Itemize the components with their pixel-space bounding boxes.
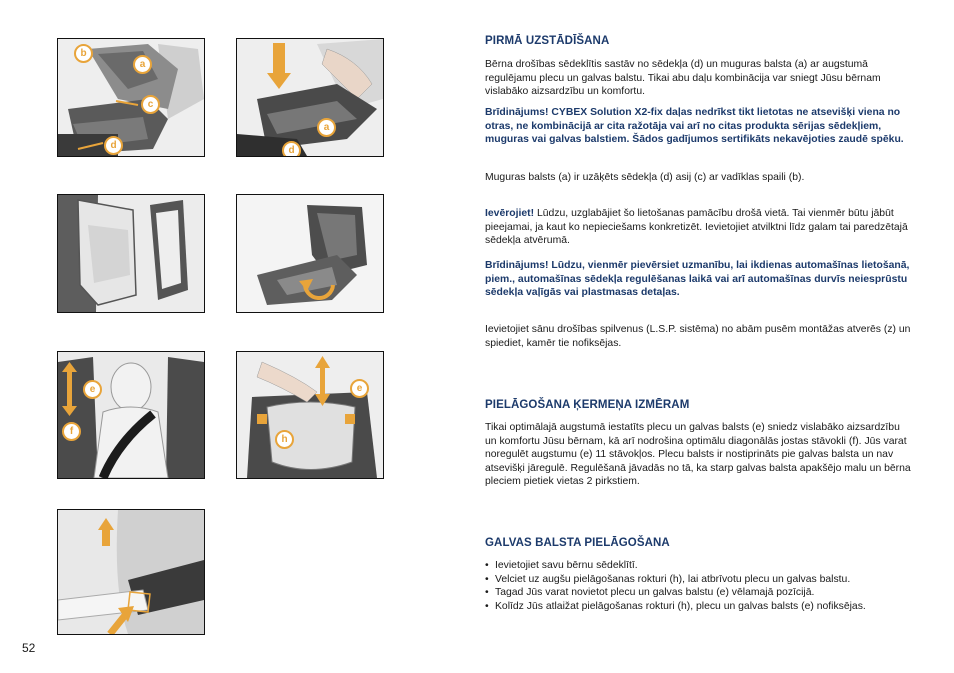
first-install-intro: Bērna drošības sēdeklītis sastāv no sēdekļa (d) un muguras balsta (a) ar augstumā regulējamu plecu un galvas balstu. Tikai abu daļu kombinācija var sniegt Jūsu bērnam vislabāko aizsardzību un komfortu. (485, 59, 881, 98)
label-f-marker: f (62, 422, 81, 441)
label-h-marker: h (275, 430, 294, 449)
figure-seat-drawer (236, 194, 384, 313)
list-item: • Ievietojiet savu bērnu sēdeklītī. (485, 559, 915, 573)
notice-paragraph (485, 207, 913, 248)
lsp-text: Ievietojiet sānu drošības spilvenus (L.S.P. sistēma) no abām pusēm montāžas atverēs (z) un spiediet, kamēr tie nofiksējas. (485, 324, 911, 349)
belt-guide-illustration (58, 510, 204, 634)
figure-child-belt (57, 351, 205, 479)
headrest-adjust-illustration (237, 352, 383, 478)
label-e-marker: e (83, 380, 102, 399)
label-b-marker: b (74, 44, 93, 63)
backrest-note: Muguras balsts (a) ir uzāķēts sēdekļa (d) asij (c) ar vadīklas spaili (b). (485, 172, 805, 183)
heading-first-install: PIRMĀ UZSTĀDĪŠANA (485, 35, 610, 47)
child-belt-illustration (58, 352, 204, 478)
figure-backrest-attach (236, 38, 384, 157)
label-e-marker: e (350, 379, 369, 398)
label-a-marker: a (317, 118, 336, 137)
heading-body-size: PIELĀGOŠANA ĶERMEŅA IZMĒRAM (485, 399, 690, 411)
headrest-steps (485, 559, 915, 613)
figure-headrest-adjust (236, 351, 384, 479)
label-d-marker: d (104, 136, 123, 155)
label-d-marker: d (282, 141, 301, 157)
heading-headrest: GALVAS BALSTA PIELĀGOŠANA (485, 537, 670, 549)
list-item: • Tagad Jūs varat novietot plecu un galvas balstu (e) vēlamajā pozīcijā. (485, 586, 915, 600)
warning-parts: Brīdinājums! CYBEX Solution X2-fix daļas nedrīkst tikt lietotas ne atsevišķi viena no otras, ne kombinācijā ar cita ražotāja vai arī no citas produkta sērijas sēdekļiem, muguras vai galvas balstiem. Šādos gadījumos sertifikāts nekavējoties zaudē spēku. (485, 107, 904, 146)
seat-drawer-illustration (237, 195, 383, 312)
figure-side-protection (57, 194, 205, 313)
label-c-marker: c (141, 95, 160, 114)
list-item: • Kolīdz Jūs atlaižat pielāgošanas rokturi (h), plecu un galvas balsts (e) nofiksējas. (485, 600, 915, 614)
label-a-marker: a (133, 55, 152, 74)
body-size-text: Tikai optimālajā augstumā iestatīts plecu un galvas balsts (e) sniedz vislabāko aizsardzību un komfortu Jūsu bērnam, kā arī nodrošina optimālu diagonālās jostas stāvokli (f). Jūs varat noregulēt augstumu (e) 11 stāvokļos. Plecu balsts ir nostiprināts pie galvas balsta un nav atsevišķi jāregulē. Regulēšanā jāvadās no tā, ka starp galvas balsta apakšējo malu un bērna pleciem pietiek vietas 2 pirkstiem. (485, 422, 911, 488)
figure-belt-guide (57, 509, 205, 635)
figure-seat-assembly (57, 38, 205, 157)
side-protection-illustration (58, 195, 204, 312)
list-item: • Velciet uz augšu pielāgošanas rokturi (h), lai atbrīvotu plecu un galvas balstu. (485, 573, 915, 587)
page-number: 52 (22, 641, 36, 655)
warning-parts-trap: Brīdinājums! Lūdzu, vienmēr pievērsiet uzmanību, lai ikdienas automašīnas lietošanā, piem., automašīnas sēdekļa regulēšanas laikā vai arī automašīnas durvīs neiesprūstu sēdekļa vaļīgās vai plastmasas detaļas. (485, 260, 910, 299)
notice-label: Ievērojiet! (485, 208, 535, 219)
notice-text: Lūdzu, uzglabājiet šo lietošanas pamācību drošā vietā. Tai vienmēr būtu jābūt pieejamai, ja kaut ko nepieciešams konkretizēt. Ievietojiet atvilktni līdz galam tai paredzētajā sēdekļa atvērumā. (485, 208, 908, 247)
backrest-attach-illustration (237, 39, 383, 156)
